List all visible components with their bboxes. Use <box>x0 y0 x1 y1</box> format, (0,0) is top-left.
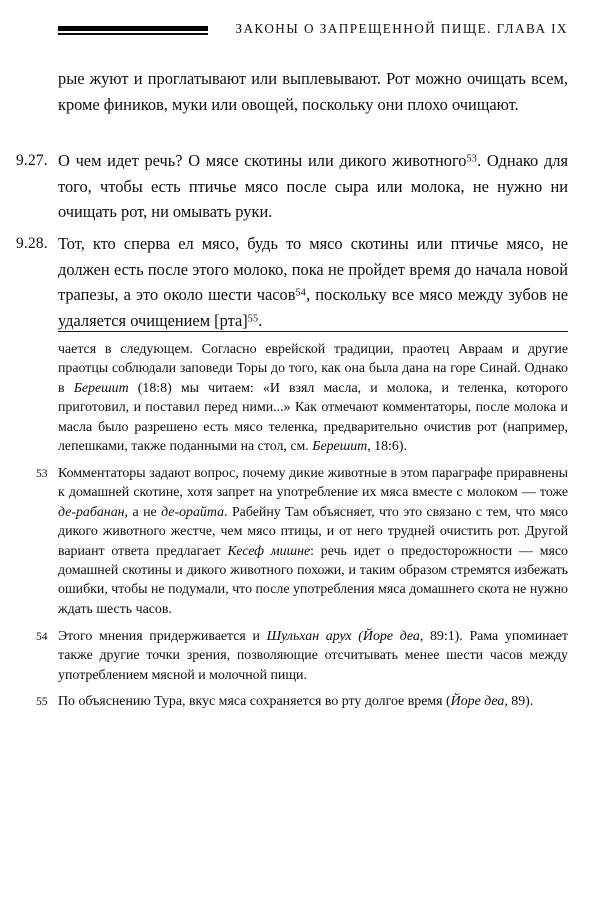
footnote-italic-kesef-mishne: Кесеф мишне <box>227 543 311 559</box>
footnote-separator-rule <box>58 331 568 332</box>
footnote-italic-berешit-2: Берешит <box>312 439 368 455</box>
footnote-ref-53[interactable]: 53 <box>466 153 478 165</box>
footnote-number[interactable]: 55 <box>36 695 48 709</box>
section-number: 9.28. <box>16 235 48 252</box>
section-text <box>58 231 568 333</box>
footnote-italic-yore-dea: Йоре деа <box>450 694 505 710</box>
footnote-block <box>16 340 568 719</box>
footnote-text-part-3: . Рабейну Там объясняет, что это связано с тем, что мясо дикого животного жестче, чем мясо птицы, и от него трудней очистить рот. Другой вариант ответа предлагает <box>58 504 568 559</box>
section-text-part-1: Тот, кто сперва ел мясо, будь то мясо скотины или птичье мясо, не должен есть после этого молоко, пока не пройдет время до начала новой трапезы, а это около шести часов <box>58 234 568 305</box>
footnote-text <box>58 464 568 619</box>
footnote-text-part-1: Этого мнения придерживается и <box>58 628 267 644</box>
footnote-number[interactable]: 53 <box>36 466 48 480</box>
footnote-53 <box>16 464 568 619</box>
footnote-text-part-1: По объяснению Тура, вкус мяса сохраняется во рту долгое время ( <box>58 694 451 710</box>
section-text-part-1: О чем идет речь? О мясе скотины или дикого животного <box>58 151 467 170</box>
footnote-text-part-2: (18:8) мы читаем: «И взял масла, и молока, и теленка, которого приготовил, и поставил перед ними...» Как отмечают комментаторы, после молока и масла было разрешено есть мясо теленка, предварительно очистив рот (например, лепешками, также поданными на стол, см. <box>58 380 568 455</box>
footnote-text-part-4: : речь идет о предосторожности — мясо домашней скотины и дикого животного похожи, и таким образом стремятся избежать ошибки, чтобы не подумали, что после употребления мяса домашнего скота не нужно ждать шесть часов. <box>58 543 568 617</box>
section-text <box>58 148 568 225</box>
section-text-part-3: . <box>258 310 263 330</box>
section-number: 9.27. <box>16 152 48 169</box>
footnote-italic-shulchan-aruch: Шульхан арух (Йоре деа <box>266 628 420 644</box>
footnote-text-part-1: Комментаторы задают вопрос, почему дикие животные в этом параграфе приравнены к домашней скотине, хотя запрет на употребление их мяса вместе с молоком — тоже <box>58 465 568 501</box>
footnote-text-part-2: , 89). <box>504 694 534 710</box>
footnote-55 <box>16 692 568 711</box>
section-text-part-2: . Однако для того, чтобы есть птичье мясо после сыра или молока, не нужно ни очищать рот, ни омывать руки. <box>58 151 569 222</box>
rule-thin-bar <box>58 33 208 35</box>
footnote-ref-54[interactable]: 54 <box>295 287 307 299</box>
footnote-number[interactable]: 54 <box>36 629 48 643</box>
running-head-rule <box>58 26 208 35</box>
footnote-text <box>58 692 568 711</box>
footnote-ref-55[interactable]: 55 <box>247 313 259 325</box>
footnote-text-part-1: чается в следующем. Согласно еврейской традиции, праотец Авраам и другие праотцы соблюдали заповеди Торы до того, как она была дана на горе Синай. Однако в <box>58 342 568 396</box>
section-text-part-2: , поскольку все мясо между зубов не удаляется очищением [рта] <box>58 285 568 330</box>
section-9-28 <box>16 231 568 333</box>
footnote-text <box>58 627 568 685</box>
footnote-continued <box>16 340 568 456</box>
footnote-text-part-2: , 89:1). Рама упоминает также другие точки зрения, позволяющие отсчитывать менее шести часов между употреблением мясной и молочной пищи. <box>58 628 568 683</box>
running-head-title: ЗАКОНЫ О ЗАПРЕЩЕННОЙ ПИЩЕ. ГЛАВА IX <box>235 21 568 36</box>
footnote-italic-deorayta: де-орайта <box>161 504 225 520</box>
footnote-italic-derabanan: де-рабанан <box>58 504 125 520</box>
footnote-54 <box>16 627 568 685</box>
footnote-text-part-2: , а не <box>124 504 162 520</box>
footnote-text <box>58 340 568 456</box>
footnote-text-part-3: , 18:6). <box>367 439 407 455</box>
continued-paragraph: рые жуют и проглатывают или выплевывают. Рот можно очищать всем, кроме фиников, муки или овощей, поскольку они плохо очищают. <box>58 69 568 114</box>
running-head <box>58 22 568 46</box>
section-9-27 <box>16 148 568 225</box>
footnote-italic-berешit-1: Берешит <box>73 380 129 396</box>
